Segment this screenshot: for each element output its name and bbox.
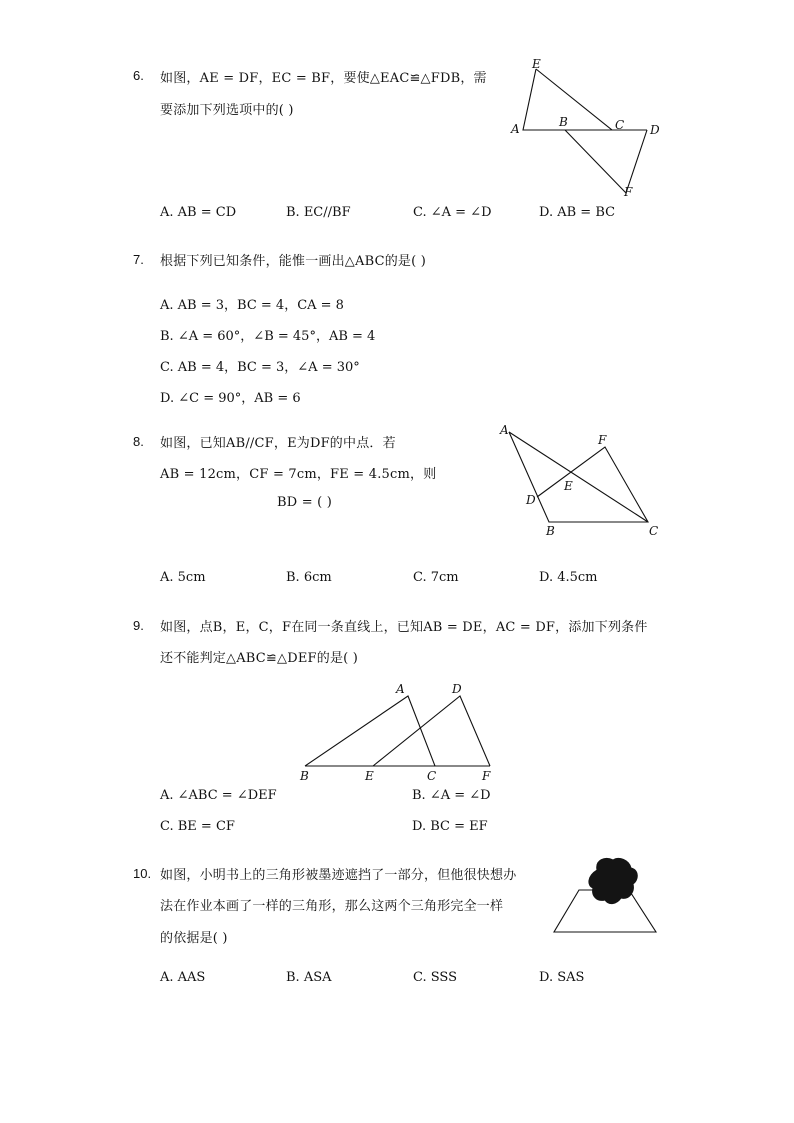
option-d[interactable]: D. 4.5cm [539,570,598,585]
question-text: 还不能判定△ABC≌△DEF的是( ) [160,651,359,666]
point-label: A [500,423,509,437]
point-label: C [615,118,625,132]
option-c[interactable]: C. BE = CF [160,819,235,834]
point-label: E [564,479,573,493]
option-a[interactable]: A. AAS [160,970,206,985]
geometry-figure [295,678,505,786]
question-text: 法在作业本画了一样的三角形，那么这两个三角形完全一样 [160,899,504,914]
question-text: 如图，小明书上的三角形被墨迹遮挡了一部分，但他很快想办 [160,868,517,883]
point-label: B [546,524,555,538]
option-c[interactable]: C. 7cm [413,570,459,585]
question-number: 8. [133,434,144,449]
point-label: F [598,433,607,447]
point-label: B [300,769,309,783]
question-text: 要添加下列选项中的( ) [160,103,294,118]
option-b[interactable]: B. ASA [286,970,332,985]
option-c[interactable]: C. AB = 4，BC = 3，∠A = 30° [160,360,360,375]
ink-blot-icon [589,858,637,903]
option-d[interactable]: D. ∠C = 90°，AB = 6 [160,391,301,406]
question-text: 根据下列已知条件，能惟一画出△ABC的是( ) [160,254,427,269]
point-label: E [532,57,541,71]
option-c[interactable]: C. SSS [413,970,458,985]
option-b[interactable]: B. EC//BF [286,205,351,220]
option-b[interactable]: B. ∠A = ∠D [412,788,491,803]
question-number: 6. [133,68,144,83]
option-a[interactable]: A. AB = CD [160,205,237,220]
point-label: B [559,115,568,129]
ink-covered-triangle-figure [545,852,665,938]
question-text: 如图，AE = DF，EC = BF，要使△EAC≌△FDB，需 [160,71,487,86]
point-label: F [624,185,633,199]
point-label: C [427,769,437,783]
point-label: A [511,122,520,136]
question-number: 10. [133,866,152,881]
point-label: E [365,769,374,783]
option-d[interactable]: D. SAS [539,970,585,985]
point-label: F [482,769,491,783]
point-label: D [526,493,536,507]
option-d[interactable]: D. AB = BC [539,205,616,220]
geometry-figure [505,55,675,205]
geometry-figure [495,420,670,545]
question-text: 的依据是( ) [160,931,228,946]
option-a[interactable]: A. 5cm [160,570,206,585]
option-b[interactable]: B. ∠A = 60°，∠B = 45°，AB = 4 [160,329,376,344]
question-text: 如图，点B，E，C，F在同一条直线上，已知AB = DE，AC = DF，添加下列条件 [160,620,648,635]
question-number: 9. [133,618,144,633]
question-text: 如图，已知AB//CF，E为DF的中点．若 [160,436,396,451]
question-text: AB = 12cm，CF = 7cm，FE = 4.5cm，则 [160,467,437,482]
option-c[interactable]: C. ∠A = ∠D [413,205,492,220]
option-a[interactable]: A. AB = 3，BC = 4，CA = 8 [160,298,344,313]
question-text: BD = ( ) [277,495,333,510]
option-b[interactable]: B. 6cm [286,570,332,585]
question-number: 7. [133,252,144,267]
point-label: D [650,123,660,137]
point-label: A [396,682,405,696]
option-a[interactable]: A. ∠ABC = ∠DEF [160,788,277,803]
point-label: D [452,682,462,696]
point-label: C [649,524,659,538]
option-d[interactable]: D. BC = EF [412,819,488,834]
